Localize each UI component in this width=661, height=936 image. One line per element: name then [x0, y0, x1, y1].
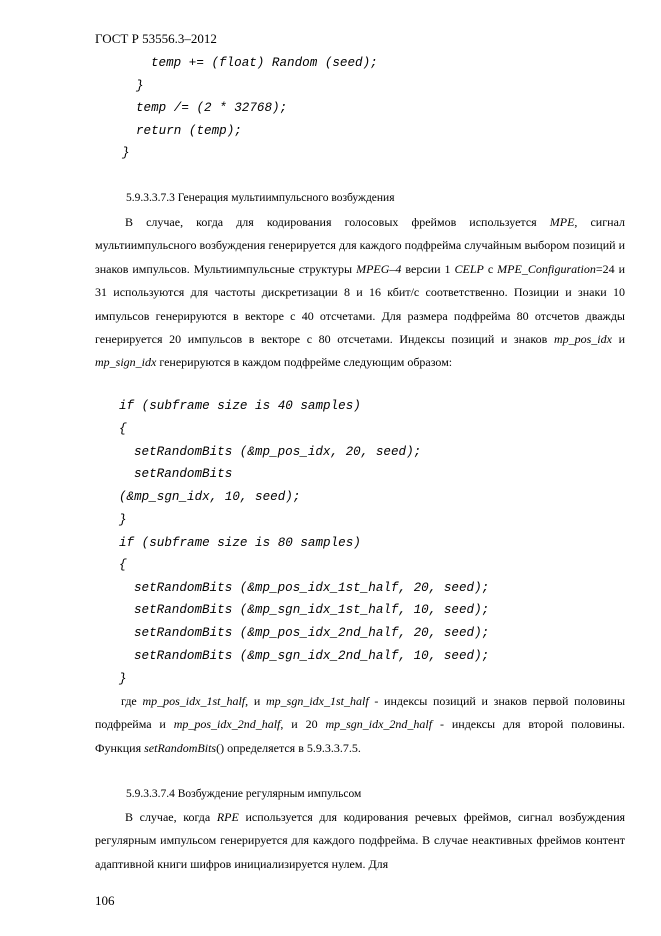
- text-run: , и: [245, 694, 266, 708]
- code-line: {: [119, 422, 127, 436]
- text-run: В случае, когда для кодирования голосовых фреймов используется: [125, 215, 550, 229]
- paragraph: [95, 690, 625, 760]
- code-line: }: [119, 513, 127, 527]
- term-pos-1st: mp_pos_idx_1st_half: [142, 694, 246, 708]
- paragraph: [95, 211, 625, 375]
- code-line: setRandomBits: [134, 467, 233, 481]
- text-run: - индексы для второй половины. Функция: [95, 717, 625, 755]
- term-mp-sign-idx: mp_sign_idx: [95, 355, 157, 370]
- text-run: , и 20: [280, 717, 326, 732]
- term-set-random-bits: setRandomBits: [144, 740, 217, 755]
- code-line: setRandomBits (&mp_sgn_idx_2nd_half, 10, seed);: [134, 649, 490, 663]
- standard-header: ГОСТ Р 53556.3–2012: [95, 31, 217, 46]
- term-mpe-configuration: MPE_Configuration: [497, 261, 596, 276]
- term-sgn-1st: mp_sgn_idx_1st_half: [265, 694, 369, 708]
- code-line: temp += (float) Random (seed);: [151, 56, 378, 70]
- term-sgn-2nd: mp_sgn_idx_2nd_half: [325, 717, 433, 732]
- code-line: setRandomBits (&mp_pos_idx_2nd_half, 20, seed);: [134, 626, 490, 640]
- text-run: - индексы позиций и знаков первой половины подфрейма и: [95, 694, 626, 732]
- code-line: temp /= (2 * 32768);: [136, 101, 288, 115]
- code-line: }: [136, 79, 144, 93]
- text-run: с: [483, 261, 498, 276]
- text-run: и: [611, 332, 625, 347]
- text-run: где: [121, 694, 143, 708]
- page-number: 106: [95, 893, 115, 908]
- paragraph: [95, 806, 625, 876]
- code-line: (&mp_sgn_idx, 10, seed);: [119, 490, 301, 504]
- text-run: =24 и 31 используются для частоты дискретизации 8 и 16 кбит/с соответственно. Позиции и знаки 10 импульсов генерируются в векторе с 40 отсчетами. Для размера подфрейма 80 отсчетов дважды генерируется 20 импульсов в векторе с 80 отсчетами. Индексы позиций и знаков: [95, 261, 626, 347]
- term-celp: CELP: [454, 261, 484, 276]
- text-run: , сигнал мультиимпульсного возбуждения генерируется для каждого подфрейма случайным выбором позиций и знаков импульсов. Мультиимпульсные структуры: [95, 215, 625, 276]
- text-run: () определяется в 5.9.3.3.7.5.: [216, 740, 361, 755]
- code-line: return (temp);: [136, 124, 242, 138]
- term-rpe: RPE: [216, 810, 239, 824]
- text-run: В случае, когда: [125, 810, 217, 824]
- term-mpe: MPE: [549, 215, 575, 229]
- code-line: if (subframe size is 40 samples): [119, 399, 361, 413]
- term-mp-pos-idx: mp_pos_idx: [553, 332, 612, 347]
- term-mpeg4: MPEG–4: [356, 261, 402, 276]
- text-run: генерируются в каждом подфрейме следующим образом:: [156, 355, 453, 370]
- code-line: setRandomBits (&mp_sgn_idx_1st_half, 10, seed);: [134, 603, 490, 617]
- code-line: {: [119, 558, 127, 572]
- section-heading: 5.9.3.3.7.3 Генерация мультиимпульсного возбуждения: [126, 192, 395, 204]
- text-run: версии 1: [401, 261, 455, 276]
- text-run: используется для кодирования речевых фреймов, сигнал возбуждения регулярным импульсом генерируется для каждого подфрейма. В случае неактивных фреймов контент адаптивной книги шифров инициализируется нулем. Для: [95, 810, 626, 871]
- code-line: setRandomBits (&mp_pos_idx, 20, seed);: [134, 445, 422, 459]
- code-line: if (subframe size is 80 samples): [119, 536, 361, 550]
- code-line: }: [122, 146, 130, 160]
- code-line: }: [119, 672, 127, 686]
- code-line: setRandomBits (&mp_pos_idx_1st_half, 20, seed);: [134, 581, 490, 595]
- section-heading: 5.9.3.3.7.4 Возбуждение регулярным импульсом: [126, 788, 362, 800]
- term-pos-2nd: mp_pos_idx_2nd_half: [173, 717, 281, 732]
